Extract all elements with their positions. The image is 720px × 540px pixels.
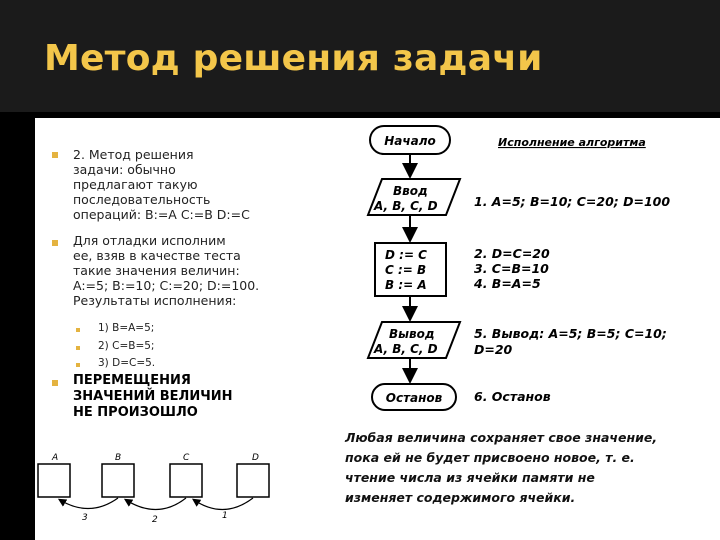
sub-bullet-3: 3) D=C=5.: [98, 357, 156, 369]
output-label: Вывод: [389, 327, 435, 341]
memory-box-a: [38, 464, 70, 497]
trace-step-6: 6. Останов: [474, 389, 551, 404]
note-line-1: Любая величина сохраняет свое значение,: [345, 430, 658, 445]
arrow-d-to-c: [194, 498, 253, 510]
bullet-2-line-1: Для отладки исполним: [73, 233, 226, 248]
process-line-3: B := A: [385, 278, 427, 292]
trace-step-1: 1. A=5; B=10; C=20; D=100: [474, 194, 671, 209]
bullet-1-line-2: задачи: обычно: [73, 162, 176, 177]
trace-step-5: 5. Вывод: A=5; B=5; C=10;: [474, 326, 667, 341]
process-line-2: C := B: [385, 263, 427, 277]
bullet-1-line-1: 2. Метод решения: [73, 147, 194, 162]
bullet-1-line-4: последовательность: [73, 192, 211, 207]
bullet-2-line-2: ее, взяв в качестве теста: [73, 248, 241, 263]
box-label-b: B: [115, 453, 122, 463]
memory-box-b: [102, 464, 134, 497]
sub-bullet-2: 2) C=B=5;: [98, 340, 155, 352]
bullet-2-line-4: A:=5; B:=10; C:=20; D:=100.: [73, 278, 260, 293]
note-line-2: пока ей не будет присвоено новое, т. е.: [345, 450, 635, 465]
sub-bullet-1: 1) B=A=5;: [98, 322, 155, 334]
box-label-c: C: [183, 453, 190, 463]
input-variables: A, B, C, D: [374, 199, 438, 213]
stop-label: Останов: [385, 391, 443, 405]
trace-heading: Исполнение алгоритма: [498, 136, 646, 149]
note-line-4: изменяет содержимого ячейки.: [345, 490, 576, 505]
start-label: Начало: [384, 134, 436, 148]
box-label-a: A: [52, 453, 59, 463]
arrow-order-2: 2: [152, 515, 158, 525]
note-text: [345, 428, 705, 508]
output-variables: A, B, C, D: [374, 342, 438, 356]
bullet-2-line-3: такие значения величин:: [73, 263, 240, 278]
arrow-order-3: 3: [82, 513, 88, 523]
bullet-1-line-5: операций: B:=A C:=B D:=C: [73, 207, 250, 222]
bullet-2-line-5: Результаты исполнения:: [73, 293, 237, 308]
process-line-1: D := C: [385, 248, 427, 262]
bullet-3-line-3: НЕ ПРОИЗОШЛО: [73, 405, 198, 420]
box-label-d: D: [252, 453, 259, 463]
slide-title: Метод решения задачи: [44, 38, 543, 79]
bullet-1-line-3: предлагают такую: [73, 177, 198, 192]
trace-step-2: 2. D=C=20: [474, 246, 550, 261]
bullet-3-line-1: ПЕРЕМЕЩЕНИЯ: [73, 373, 191, 388]
trace-step-4: 4. B=A=5: [474, 276, 541, 291]
arrow-order-1: 1: [222, 511, 228, 521]
note-line-3: чтение числа из ячейки памяти не: [345, 470, 595, 485]
bullet-3-line-2: ЗНАЧЕНИЙ ВЕЛИЧИН: [73, 389, 233, 404]
memory-box-c: [170, 464, 202, 497]
arrow-b-to-a: [60, 498, 118, 509]
memory-box-d: [237, 464, 269, 497]
trace-step-3: 3. C=B=10: [474, 261, 549, 276]
trace-step-5-cont: D=20: [474, 342, 513, 357]
input-label: Ввод: [393, 184, 428, 198]
arrow-c-to-b: [126, 498, 186, 510]
